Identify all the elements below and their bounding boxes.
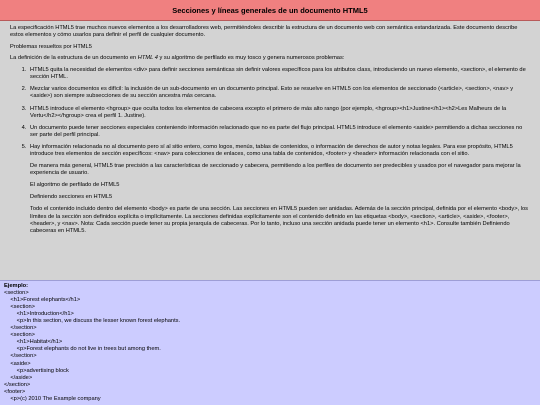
list-item [28,144,530,235]
problems-intro [10,55,530,62]
example-panel[interactable] [0,280,540,405]
code-line: </section> [4,353,37,360]
problems-heading: Problemas resueltos por HTML5 [10,43,92,50]
code-line: <section> [4,332,35,339]
code-line: </section> [4,381,31,388]
list-item-text: HTML5 introduce el elemento <hgroup> que oculta todos los elementos de cabecera excepto el primero de más alto rango (por ejemplo, <hgroup><h1>Justine</h1><h2>Les Malheurs de la Vertu</h2></hgroup> crea el perfil 1. Justine). [30,105,507,119]
code-line: </section> [4,325,37,332]
code-line: <p>Forest elephants do not live in trees but among them. [4,346,161,353]
list-item [28,86,530,100]
code-line: <footer> [4,388,26,395]
list-item-text: Un documento puede tener secciones especiales conteniendo información relacionado que no es parte del flujo principal. HTML5 introduce el elemento <aside> permitiendo a dichas secciones no ser parte del perfil principal. [30,124,523,138]
code-line: <p>In this section, we discuss the lesser known forest elephants. [4,318,181,325]
problems-intro-text-b: y su algoritmo de perfilado es muy tosco y genera numerosos problemas: [157,55,345,62]
list-item-paragraph: Definiendo secciones en HTML5 [30,194,113,201]
list-item [28,67,530,81]
main-content[interactable] [0,21,540,280]
code-line: <section> [4,290,29,297]
code-line: <aside> [4,360,31,367]
list-item [28,125,530,139]
code-line: </aside> [4,374,33,381]
list-item-text: HTML5 quita la necesidad de elementos <div> para definir secciones semánticas sin definir valores específicos para los atributos class, introduciendo un nuevo elemento, <section>, el elemento de sección HTML. [30,67,526,81]
list-item-text: 5. Hay información relacionada no al documento pero sí al sitio entero, como logos, menús, tablas de contenidos, o información de derechos de autor y notas legales. Para ese propósito, HTML5 introduce tres elementos de sección específicos: <nav> para colecciones de enlaces, como una tabla de contenidos, <footer> y <header> información relacionada con el sitio. [30,143,513,157]
list-item-text: Mezclar varios documentos es difícil: la inclusión de un sub-documento en un documento principal. Esto se resuelve en HTML5 con los elementos de seccionado (<article>, <section>, <nav> y <aside>) son siempre subsecciones de su sección ancestra más cercana. [30,86,514,100]
title-bar [0,0,540,21]
problems-list [10,67,530,235]
code-line: <section> [4,304,35,311]
list-item-paragraph: Todo el contenido incluido dentro del elemento <body> es parte de una sección. Las secciones en HTML5 pueden ser anidadas. Además de la sección principal, definida por el elemento <body>, los límites de la sección son definidos explícita o implícitamente. La secciones definidas explícitamente son el contenido definido en las etiquetas <body>, <section>, <article>, <aside>, <footer>, <header>, y <nav>. Nota: Cada sección puede tener su propia jerarquía de cabeceras. Por lo tanto, incluso una sección anidada puede tener un elemento <h1>. Consulte también Definiendo cabeceras en HTML5. [30,206,528,234]
code-line: <p>advertising block [4,367,69,374]
code-line: <p>(c) 2010 The Example company [4,395,101,402]
page-title: Secciones y líneas generales de un documento HTML5 [172,5,368,15]
problems-intro-text-a: La definición de la estructura de un documento en [10,55,138,62]
problems-intro-em: HTML 4 [137,55,158,62]
example-label: Ejemplo: [4,283,29,289]
code-line: <h1>Habitat</h1> [4,339,63,346]
list-item-paragraph: El algoritmo de perfilado de HTML5 [30,182,120,189]
code-line: <h1>Forest elephants</h1> [4,297,81,304]
code-line: <h1>Introduction</h1> [4,311,74,318]
intro-paragraph: La especificación HTML5 trae muchos nuevos elementos a los desarrolladores web, permitiéndoles describir la estructura de un documento web con semántica estandarizada. Este documento describe estos elementos y cómo usarlos para definir el perfil de cualquier documento. [10,25,518,39]
list-item [28,106,530,120]
list-item-paragraph: De manera más general, HTML5 trae precisión a las características de seccionado y cabecera, permitiendo a los perfiles de documento ser predecibles y usados por el navegador para mejorar la experiencia de usuario. [30,163,521,177]
